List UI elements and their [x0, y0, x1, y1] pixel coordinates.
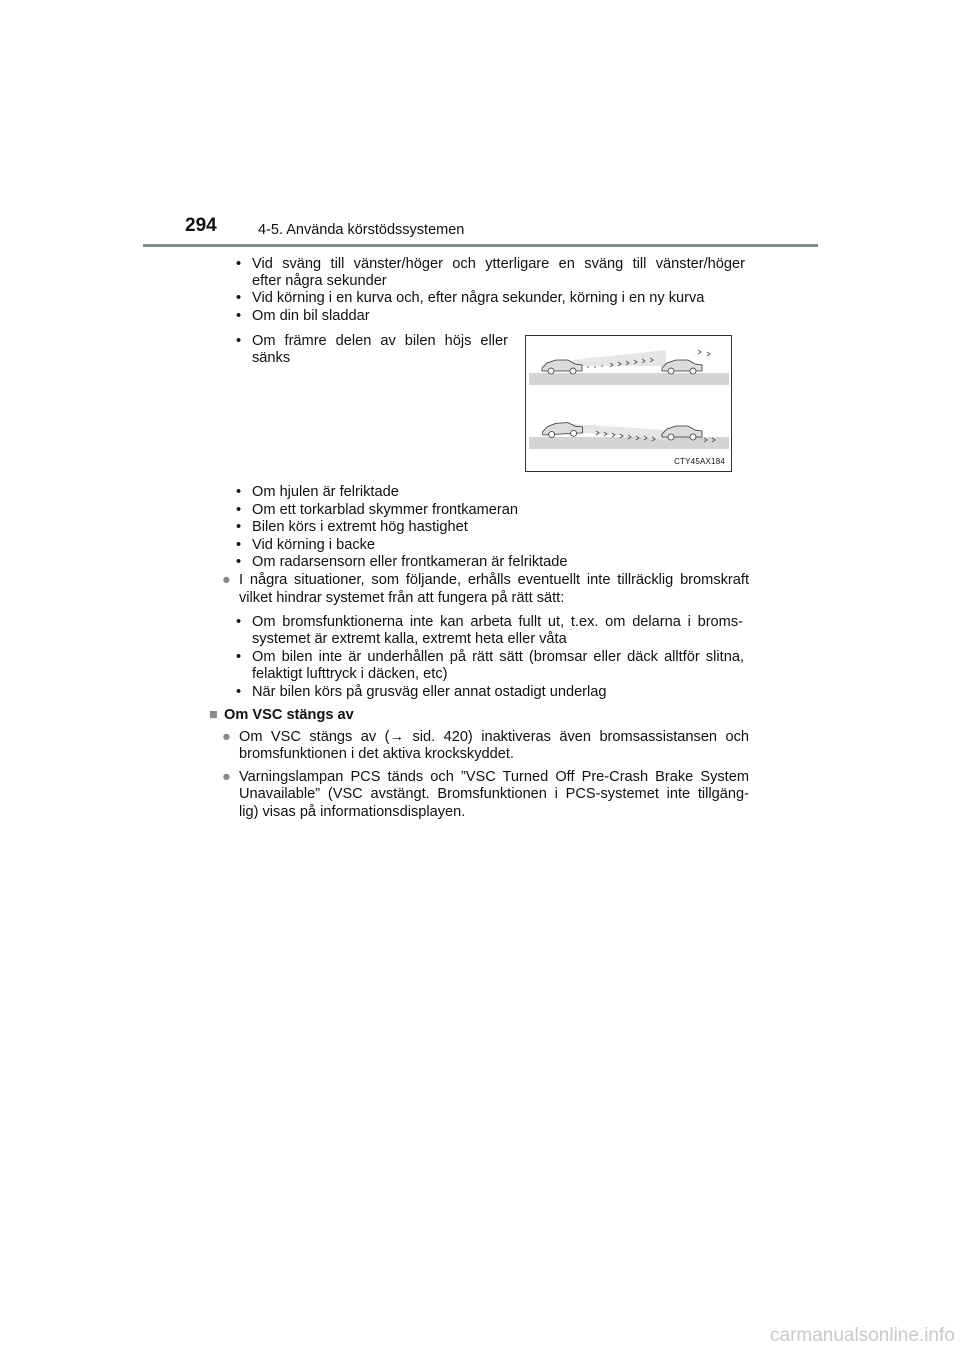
- bullet-marker: •: [236, 290, 242, 306]
- car-icon: [662, 360, 702, 374]
- paragraph-line: vilket hindrar systemet från att fungera på rätt sätt:: [239, 590, 565, 606]
- paragraph-line: bromsfunktionen i det aktiva krockskyddet.: [239, 746, 514, 762]
- list-item: Vid körning i en kurva och, efter några sekunder, körning i en ny kurva: [252, 290, 705, 306]
- site-watermark: carmanualsonline.info: [770, 1325, 955, 1346]
- paragraph-line: lig) visas på informationsdisplayen.: [239, 804, 466, 820]
- list-item-continuation: felaktigt lufttryck i däcken, etc): [252, 666, 448, 682]
- list-item: När bilen körs på grusväg eller annat ostadigt underlag: [252, 684, 607, 700]
- bullet-marker: •: [236, 256, 242, 272]
- list-item: Bilen körs i extremt hög hastighet: [252, 519, 468, 535]
- bullet-marker: •: [236, 684, 242, 700]
- section-marker-icon: ■: [209, 707, 218, 723]
- car-pitch-figure: [525, 335, 732, 472]
- list-item-continuation: sänks: [252, 350, 291, 366]
- list-item: Om ett torkarblad skymmer frontkameran: [252, 502, 519, 518]
- list-item: Vid sväng till vänster/höger och ytterligare en sväng till vänster/höger: [252, 256, 745, 272]
- list-item-continuation: efter några sekunder: [252, 273, 387, 289]
- list-item: Om din bil sladdar: [252, 308, 370, 324]
- paragraph-line: I några situationer, som följande, erhålls eventuellt inte tillräcklig bromskraft: [239, 572, 749, 588]
- radar-beam: [573, 350, 666, 366]
- figure-code: CTY45AX184: [674, 457, 725, 466]
- paragraph-line: Varningslampan PCS tänds och ”VSC Turned Off Pre-Crash Brake System: [239, 769, 749, 785]
- bullet-marker: •: [236, 537, 242, 553]
- paragraph-line: Unavailable” (VSC avstängt. Bromsfunktionen i PCS-systemet inte tillgäng-: [239, 786, 749, 802]
- list-item-continuation: systemet är extremt kalla, extremt heta eller våta: [252, 631, 567, 647]
- list-item: Om radarsensorn eller frontkameran är felriktade: [252, 554, 568, 570]
- bullet-marker: •: [236, 614, 242, 630]
- circle-bullet-icon: ●: [222, 572, 231, 588]
- bullet-marker: •: [236, 333, 242, 349]
- list-item: Om bromsfunktionerna inte kan arbeta fullt ut, t.ex. om delarna i broms-: [252, 614, 743, 630]
- list-item: Om bilen inte är underhållen på rätt sätt (bromsar eller däck alltför slitna,: [252, 649, 744, 665]
- header-divider: [143, 244, 818, 247]
- bullet-marker: •: [236, 554, 242, 570]
- page-number: 294: [185, 215, 217, 236]
- car-pitch-illustration: [526, 336, 731, 471]
- list-item: Vid körning i backe: [252, 537, 376, 553]
- bullet-marker: •: [236, 308, 242, 324]
- road-surface: [529, 373, 729, 385]
- list-item: Om främre delen av bilen höjs eller: [252, 333, 508, 349]
- bullet-marker: •: [236, 649, 242, 665]
- bullet-marker: •: [236, 502, 242, 518]
- bullet-marker: •: [236, 519, 242, 535]
- paragraph-line: Om VSC stängs av (→ sid. 420) inaktiveras även bromsassistansen och: [239, 729, 749, 745]
- bullet-marker: •: [236, 484, 242, 500]
- circle-bullet-icon: ●: [222, 769, 231, 785]
- section-title: 4-5. Använda körstödssystemen: [258, 222, 465, 238]
- list-item: Om hjulen är felriktade: [252, 484, 399, 500]
- subsection-heading: Om VSC stängs av: [224, 707, 354, 723]
- circle-bullet-icon: ●: [222, 729, 231, 745]
